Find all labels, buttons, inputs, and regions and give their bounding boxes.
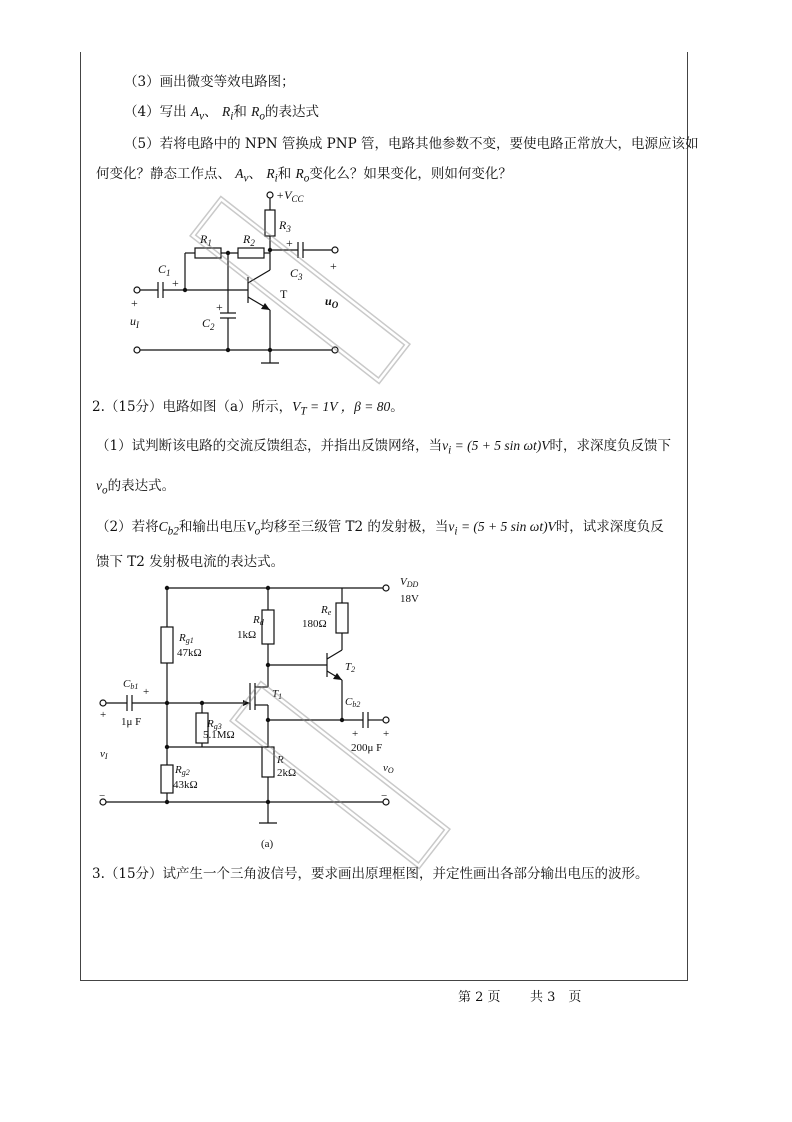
svg-text:T2: T2 — [345, 661, 356, 674]
svg-text:Rg1: Rg1 — [179, 632, 194, 645]
svg-text:R3: $R_3$ — [279, 218, 291, 234]
svg-text:+: + — [330, 259, 337, 273]
q2-part-2-line-1: （2）若将$C_{b2}$和输出电压$V_o$均移至三级管 T2 的发射极，当$v_i = (5 + 5$ sin ωt)V时，试求深度负反 — [96, 519, 664, 538]
q2-part-1-line-2: $v_o$的表达式。 — [96, 478, 176, 497]
svg-text:18V: 18V — [400, 593, 419, 605]
q3-text: 3.（15分）试产生一个三角波信号，要求画出原理框图，并定性画出各部分输出电压的波形。 — [92, 866, 649, 882]
svg-text:R2: $R_2$ — [243, 232, 255, 248]
vcc-label: +V — [276, 188, 292, 202]
svg-text:+: + — [172, 276, 179, 290]
svg-text:+: + — [100, 709, 107, 721]
svg-text:Cb2: Cb2 — [345, 696, 361, 709]
svg-text:47kΩ: 47kΩ — [177, 647, 202, 659]
svg-text:+: + — [131, 296, 138, 310]
svg-text:1μ F: 1μ F — [121, 716, 142, 728]
page-total: 共 3 页 — [530, 990, 582, 1005]
svg-text:+: + — [383, 728, 390, 740]
svg-text:Cb1: Cb1 — [123, 678, 139, 691]
svg-text:C1: $C_1$ — [158, 262, 171, 278]
q2-heading: 2.（15分）电路如图（a）所示，$V_T = 1V$ ，β = 80。 — [92, 399, 404, 418]
svg-text:VDD: VDD — [400, 576, 419, 589]
svg-text:2kΩ: 2kΩ — [277, 767, 297, 779]
svg-text:200μ F: 200μ F — [351, 742, 383, 754]
svg-text:uI: $u_I$ — [130, 314, 139, 330]
svg-text:R: R — [277, 754, 284, 766]
svg-text:+: + — [216, 300, 223, 314]
svg-text:uO: $u_O$ — [325, 294, 339, 310]
q1-item-3: （3）画出微变等效电路图； — [124, 74, 295, 90]
svg-text:1kΩ: 1kΩ — [237, 629, 257, 641]
page-number: 第 2 页 — [458, 990, 501, 1005]
svg-text:Rg3: Rg3 — [207, 718, 222, 731]
svg-text:Rd: Rd — [253, 614, 264, 627]
q1-item-4: （4）写出 $A_v$、 $R_i$和 $R_o$的表达式 — [124, 104, 319, 123]
q1-circuit-diagram — [120, 185, 360, 380]
svg-text:+: + — [143, 686, 150, 698]
svg-text:C2: $C_2$ — [202, 316, 215, 332]
q1-item-5-line-1: （5）若将电路中的 NPN 管换成 PNP 管，电路其他参数不变，要使电路正常放大，电源应该如 — [124, 136, 699, 152]
svg-text:T1: T1 — [272, 688, 283, 701]
svg-text:+: + — [352, 728, 359, 740]
svg-text:5.1MΩ: 5.1MΩ — [203, 729, 235, 741]
svg-text:+: + — [286, 236, 293, 250]
svg-text:43kΩ: 43kΩ — [173, 779, 198, 791]
q1-item-5-line-2: 何变化？静态工作点、 $A_v$、 $R_i$和 $R_o$变化么？如果变化，则如何变化？ — [96, 166, 512, 185]
svg-text:T: T — [280, 287, 288, 301]
svg-text:vI: vI — [100, 748, 108, 761]
svg-text:R1: $R_1$ — [200, 232, 212, 248]
q2-part-2-line-2: 馈下 T2 发射极电流的表达式。 — [96, 554, 285, 570]
svg-text:C3: $C_3$ — [290, 266, 303, 282]
q2-part-1-line-1: （1）试判断该电路的交流反馈组态，并指出反馈网络，当$v_i = (5 + 5$ sin ωt)V时，求深度负反馈下 — [96, 438, 671, 457]
svg-text:Re: Re — [321, 604, 332, 617]
svg-text:−: − — [99, 790, 106, 802]
q2-circuit-diagram — [95, 575, 435, 855]
svg-text:Rg2: Rg2 — [175, 764, 190, 777]
svg-text:vO: vO — [383, 762, 394, 775]
svg-text:(a): (a) — [261, 838, 274, 850]
svg-text:+VCC: $+V_{CC}$ — [276, 188, 304, 204]
svg-text:180Ω: 180Ω — [302, 618, 327, 630]
svg-text:−: − — [381, 790, 388, 802]
